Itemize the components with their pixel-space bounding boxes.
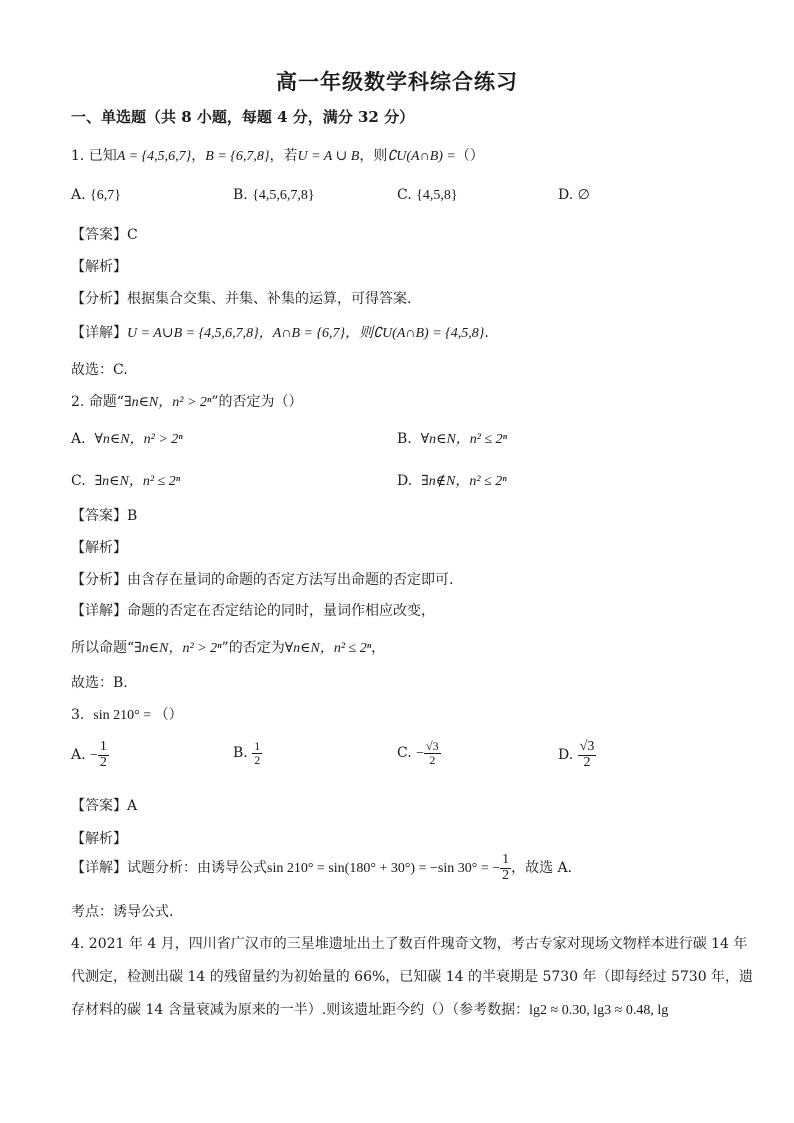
q1-number: 1. 已知 [71,148,117,164]
q1-option-a: A. {6,7} [71,187,121,203]
q2-analysis: 【分析】由含存在量词的命题的否定方法写出命题的否定即可. [71,572,454,588]
q1-choice: 故选：C. [71,362,128,378]
q1-analysis-heading: 【解析】 [71,259,127,275]
question-2-stem: 2. 命题“∃n∈N，n² > 2ⁿ”的否定为（） [71,394,303,410]
question-4-line-2: 代测定，检测出碳 14 的残留量约为初始量的 66%，已知碳 14 的半衰期是 5730 年（即每经过 5730 年，遗 [71,969,754,985]
page-title: 高一年级数学科综合练习 [276,69,518,94]
q3-option-d-fraction: $\frac{√3}{2}$ [579,739,595,770]
q1-option-c: C. {4,5,8} [397,187,458,203]
section-heading: 一、单选题（共 8 小题，每题 4 分，满分 32 分） [71,108,415,126]
q2-analysis-heading: 【解析】 [71,540,127,556]
q3-option-a-fraction: $\frac{1}{2}$ [99,739,107,770]
q1-expression: ∁U(A∩B) = [387,149,456,164]
q3-detail: 【详解】试题分析：由诱导公式sin 210° = sin(180° + 30°) = −sin 30° = − $\frac{1}{2}$ ，故选 A． [71,852,582,883]
q2-option-d: D. ∃n∉N，n² ≤ 2ⁿ [397,473,507,489]
q1-analysis: 【分析】根据集合交集、并集、补集的运算，可得答案. [71,291,412,307]
q1-union: U = A ∪ B [297,149,360,164]
q1-option-b: B. {4,5,6,7,8} [233,187,315,203]
q3-option-d: D. $\frac{√3}{2}$ [558,739,595,770]
q2-choice: 故选：B. [71,675,128,691]
q3-option-c-fraction: $\frac{√3}{2}$ [426,739,439,767]
q3-analysis-heading: 【解析】 [71,831,127,847]
q2-answer: 【答案】B [71,508,138,524]
q3-detail-fraction: $\frac{1}{2}$ [502,852,510,883]
question-4-line-3: 存材料的碳 14 含量衰减为原来的一半）.则该遗址距今约（）（参考数据：lg2 ≈ 0.30, lg3 ≈ 0.48, lg [71,1002,669,1018]
q1-if: ，若 [269,148,298,164]
q2-option-a: A. ∀n∈N，n² > 2ⁿ [71,431,183,447]
q3-note: 考点：诱导公式． [71,904,183,920]
q2-detail-2: 所以命题“∃n∈N，n² > 2ⁿ”的否定为∀n∈N，n² ≤ 2ⁿ， [71,640,386,656]
q1-then: ，则 [359,148,388,164]
q1-set-b: B = {6,7,8} [205,149,270,164]
q1-comma: ， [191,148,206,164]
q3-option-b: B. $\frac{1}{2}$ [233,739,261,767]
q1-option-d: D. ∅ [558,187,590,203]
question-4-line-1: 4. 2021 年 4 月，四川省广汉市的三星堆遗址出土了数百件瑰奇文物，考古专家对现场文物样本进行碳 14 年 [71,936,748,952]
q1-detail: 【详解】U = A∪B = {4,5,6,7,8}，A∩B = {6,7}，则∁U(A∩B) = {4,5,8}. [71,325,489,341]
question-3-stem: 3. sin 210° = （） [71,707,183,723]
q3-option-c: C. − $\frac{√3}{2}$ [397,739,439,767]
q2-option-c: C. ∃n∈N，n² ≤ 2ⁿ [71,473,181,489]
q2-option-b: B. ∀n∈N，n² ≤ 2ⁿ [397,431,508,447]
q3-answer: 【答案】A [71,798,138,814]
question-1-stem [71,145,484,165]
q1-set-a: A = {4,5,6,7} [116,149,192,164]
q1-answer: 【答案】C [71,227,138,243]
q3-option-b-fraction: $\frac{1}{2}$ [254,739,261,767]
q3-option-a: A. − $\frac{1}{2}$ [71,739,107,770]
q1-paren: （） [455,148,484,164]
q2-detail: 【详解】命题的否定在否定结论的同时，量词作相应改变， [71,603,435,619]
